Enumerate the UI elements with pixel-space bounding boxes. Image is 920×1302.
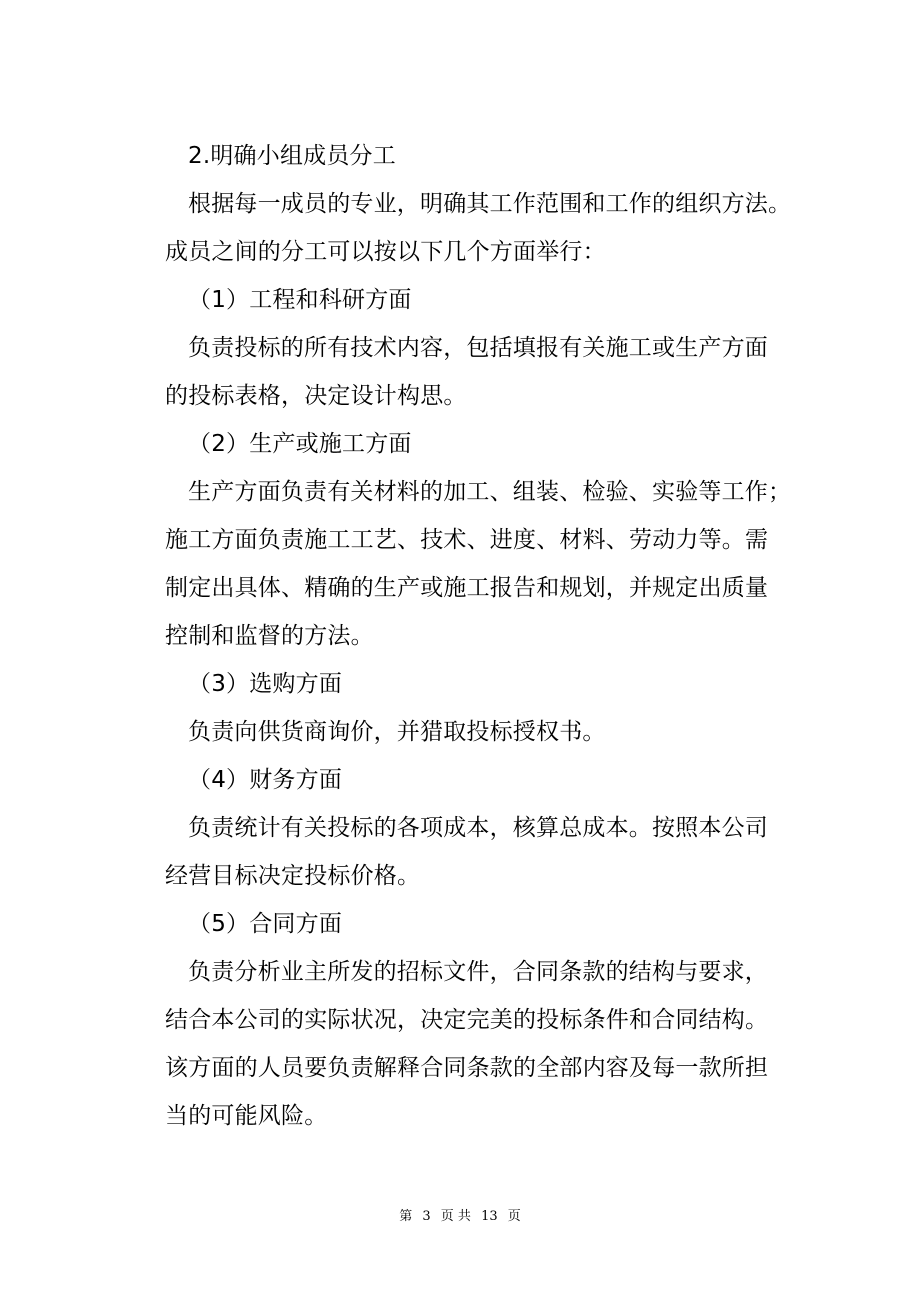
paragraph-line: 制定出具体、精确的生产或施工报告和规划，并规定出质量 [165, 575, 769, 601]
subsection-heading: （3）选购方面 [188, 671, 343, 697]
paragraph-line: 结合本公司的实际状况，决定完美的投标条件和合同结构。 [165, 1007, 769, 1033]
paragraph-line: 该方面的人员要负责解释合同条款的全部内容及每一款所担 [165, 1055, 769, 1081]
page-footer [0, 1208, 920, 1226]
subsection-heading: （4）财务方面 [188, 767, 343, 793]
paragraph-line: 负责分析业主所发的招标文件，合同条款的结构与要求， [188, 959, 768, 985]
paragraph-line: 当的可能风险。 [165, 1103, 328, 1129]
paragraph-line: 负责向供货商询价，并猎取投标授权书。 [188, 719, 606, 745]
paragraph-line: 根据每一成员的专业，明确其工作范围和工作的组织方法。 [188, 191, 792, 217]
page-middle-text: 页 共 [440, 1209, 471, 1224]
paragraph-line: 经营目标决定投标价格。 [165, 863, 421, 889]
paragraph-line: 控制和监督的方法。 [165, 623, 374, 649]
subsection-heading: （2）生产或施工方面 [188, 431, 412, 457]
page-prefix: 第 [399, 1209, 413, 1224]
paragraph-line: 负责统计有关投标的各项成本，核算总成本。按照本公司 [188, 815, 768, 841]
paragraph-line: 成员之间的分工可以按以下几个方面举行： [165, 239, 606, 265]
subsection-heading: （5）合同方面 [188, 911, 343, 937]
total-page-number: 13 [481, 1209, 498, 1224]
paragraph-line: 生产方面负责有关材料的加工、组装、检验、实验等工作； [188, 479, 792, 505]
page-suffix: 页 [507, 1209, 521, 1224]
paragraph-line: 施工方面负责施工工艺、技术、进度、材料、劳动力等。需 [165, 527, 769, 553]
paragraph-line: 负责投标的所有技术内容，包括填报有关施工或生产方面 [188, 335, 768, 361]
current-page-number: 3 [422, 1209, 431, 1224]
subsection-heading: （1）工程和科研方面 [188, 287, 412, 313]
paragraph-line: 的投标表格，决定设计构思。 [165, 383, 467, 409]
section-heading: 2.明确小组成员分工 [188, 143, 396, 169]
